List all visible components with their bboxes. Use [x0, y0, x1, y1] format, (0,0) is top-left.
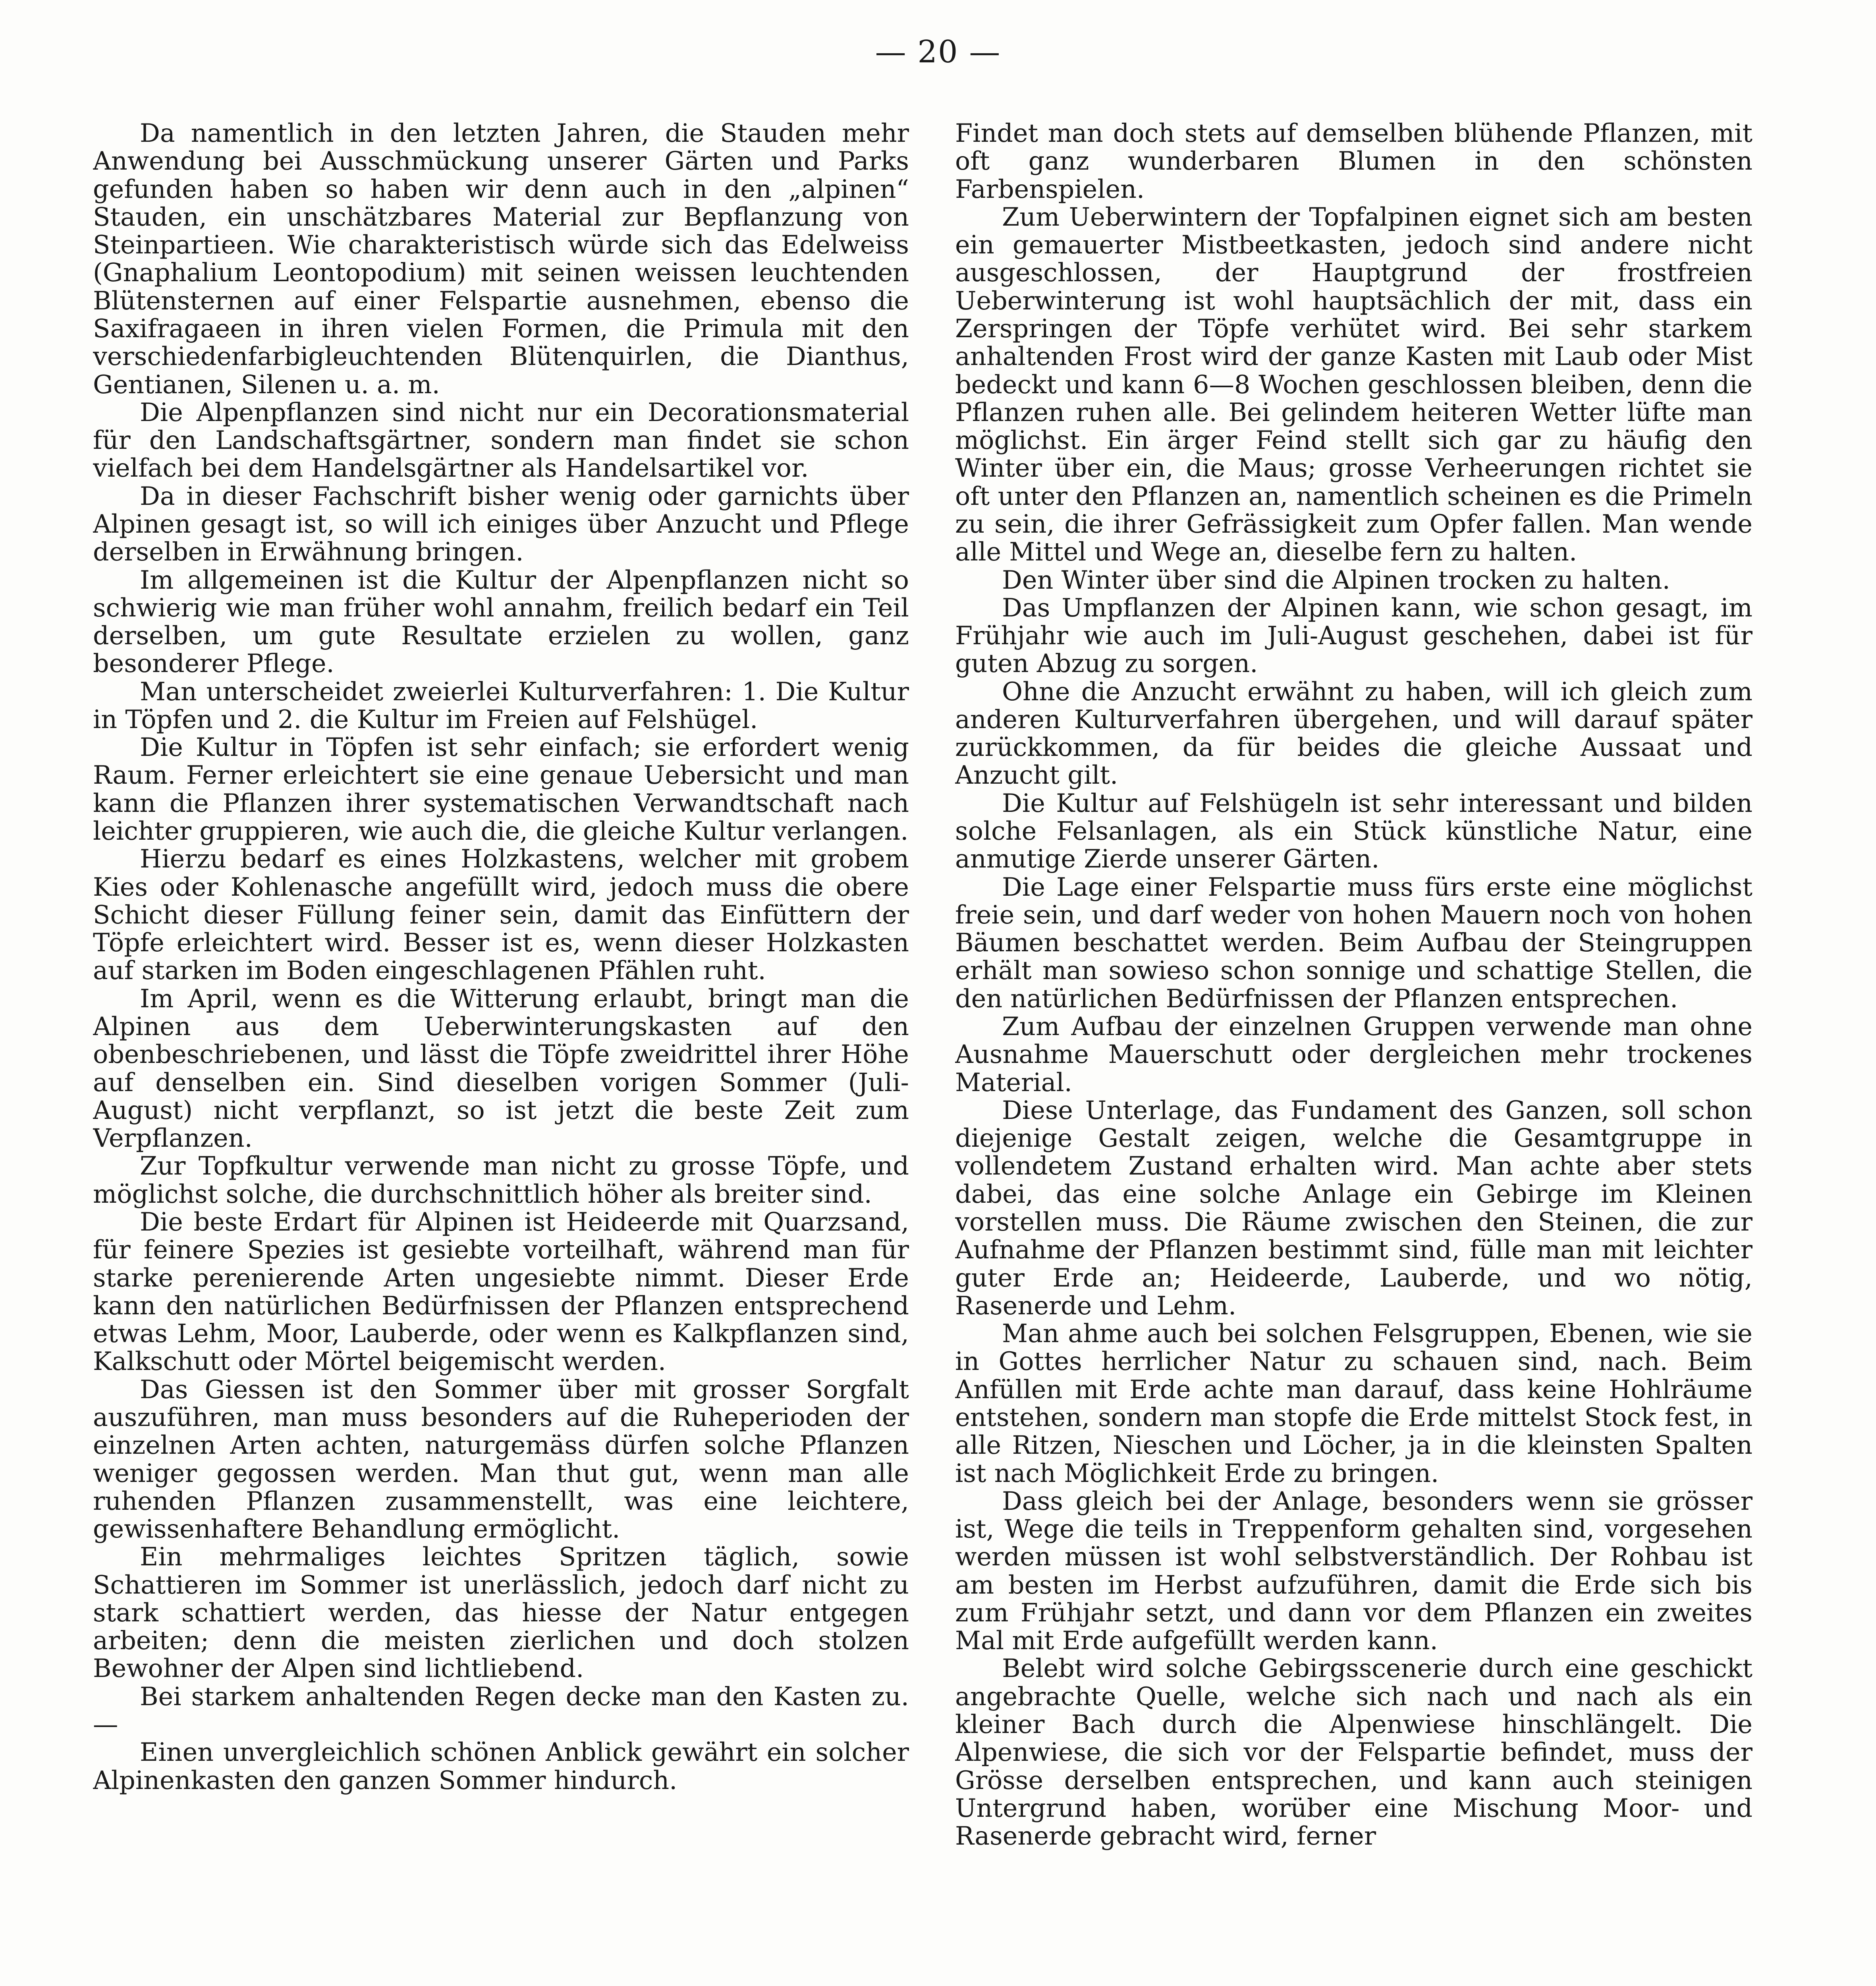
page-number: — 20 —: [875, 34, 1001, 70]
paragraph: Da namentlich in den letzten Jahren, die Stauden mehr Anwendung bei Ausschmückung unserer Gärten und Parks gefunden haben so haben wir denn auch in den „alpinen“ Stauden, ein unschätzbares Material zur Bepflanzung von Steinpartieen. Wie charakteristisch würde sich das Edelweiss (Gnaphalium Leontopodium) mit seinen weissen leuchtenden Blütensternen auf einer Felspartie ausnehmen, ebenso die Saxifragaeen in ihren vielen Formen, die Primula mit den verschiedenfarbigleuchtenden Blütenquirlen, die Dianthus, Gentianen, Silenen u. a. m.: [93, 119, 909, 399]
paragraph: Die Kultur in Töpfen ist sehr einfach; sie erfordert wenig Raum. Ferner erleichtert sie eine genaue Uebersicht und man kann die Pflanzen ihrer systematischen Verwandtschaft nach leichter gruppieren, wie auch die, die gleiche Kultur verlangen.: [93, 732, 909, 846]
paragraph: Da in dieser Fachschrift bisher wenig oder garnichts über Alpinen gesagt ist, so will ich einiges über Anzucht und Pflege derselben in Erwähnung bringen.: [93, 481, 909, 567]
left-column: [93, 119, 909, 1986]
paragraph: Im allgemeinen ist die Kultur der Alpenpflanzen nicht so schwierig wie man früher wohl annahm, freilich bedarf ein Teil derselben, um gute Resultate erzielen zu wollen, ganz besonderer Pflege.: [93, 565, 909, 678]
paragraph: Ein mehrmaliges leichtes Spritzen täglich, sowie Schattieren im Sommer ist unerlässlich, jedoch darf nicht zu stark schattiert werden, das hiesse der Natur entgegen arbeiten; denn die meisten zierlichen und doch stolzen Bewohner der Alpen sind lichtliebend.: [93, 1542, 909, 1683]
paragraph: Zum Aufbau der einzelnen Gruppen verwende man ohne Ausnahme Mauerschutt oder dergleichen mehr trockenes Material.: [955, 1012, 1752, 1097]
paragraph: Zur Topfkultur verwende man nicht zu grosse Töpfe, und möglichst solche, die durchschnittlich höher als breiter sind.: [93, 1151, 909, 1209]
paragraph: Man ahme auch bei solchen Felsgruppen, Ebenen, wie sie in Gottes herrlicher Natur zu schauen sind, nach. Beim Anfüllen mit Erde achte man darauf, dass keine Hohlräume entstehen, sondern man stopfe die Erde mittelst Stock fest, in alle Ritzen, Nieschen und Löcher, ja in die kleinsten Spalten ist nach Möglichkeit Erde zu bringen.: [955, 1319, 1752, 1488]
paragraph: Diese Unterlage, das Fundament des Ganzen, soll schon diejenige Gestalt zeigen, welche die Gesamtgruppe in vollendetem Zustand erhalten wird. Man achte aber stets dabei, das eine solche Anlage ein Gebirge im Kleinen vorstellen muss. Die Räume zwischen den Steinen, die zur Aufnahme der Pflanzen bestimmt sind, fülle man mit leichter guter Erde an; Heideerde, Lauberde, und wo nötig, Rasenerde und Lehm.: [955, 1095, 1752, 1320]
paragraph: Bei starkem anhaltenden Regen decke man den Kasten zu. —: [93, 1681, 909, 1739]
paragraph: Den Winter über sind die Alpinen trocken zu halten.: [1002, 565, 1670, 595]
paragraph: Man unterscheidet zweierlei Kulturverfahren: 1. Die Kultur in Töpfen und 2. die Kultur im Freien auf Felshügel.: [93, 676, 909, 734]
right-column: [955, 119, 1752, 1986]
paragraph: Hierzu bedarf es eines Holzkastens, welcher mit grobem Kies oder Kohlenasche angefüllt wird, jedoch muss die obere Schicht dieser Füllung feiner sein, damit das Einfüttern der Töpfe erleichtert wird. Besser ist es, wenn dieser Holzkasten auf starken im Boden eingeschlagenen Pfählen ruht.: [93, 844, 909, 985]
paragraph: Die beste Erdart für Alpinen ist Heideerde mit Quarzsand, für feinere Spezies ist gesiebte vorteilhaft, während man für starke perenierende Arten ungesiebte nimmt. Dieser Erde kann den natürlichen Bedürfnissen der Pflanzen entsprechend etwas Lehm, Moor, Lauberde, oder wenn es Kalkpflanzen sind, Kalkschutt oder Mörtel beigemischt werden.: [93, 1207, 909, 1376]
paragraph: Einen unvergleichlich schönen Anblick gewährt ein solcher Alpinenkasten den ganzen Sommer hindurch.: [93, 1737, 909, 1795]
paragraph: Ohne die Anzucht erwähnt zu haben, will ich gleich zum anderen Kulturverfahren übergehen, und will darauf später zurückkommen, da für beides die gleiche Aussaat und Anzucht gilt.: [955, 676, 1752, 790]
paragraph: Zum Ueberwintern der Topfalpinen eignet sich am besten ein gemauerter Mistbeetkasten, jedoch sind andere nicht ausgeschlossen, der Hauptgrund der frostfreien Ueberwinterung ist wohl hauptsächlich der mit, dass ein Zerspringen der Töpfe verhütet wird. Bei sehr starkem anhaltenden Frost wird der ganze Kasten mit Laub oder Mist bedeckt und kann 6—8 Wochen geschlossen bleiben, denn die Pflanzen ruhen alle. Bei gelindem heiteren Wetter lüfte man möglichst. Ein ärger Feind stellt sich gar zu häufig den Winter über ein, die Maus; grosse Verheerungen richtet sie oft unter den Pflanzen an, namentlich scheinen es die Primeln zu sein, die ihrer Gefrässigkeit zum Opfer fallen. Man wende alle Mittel und Wege an, dieselbe fern zu halten.: [955, 202, 1752, 567]
paragraph-continued: Findet man doch stets auf demselben blühende Pflanzen, mit oft ganz wunderbaren Blumen in den schönsten Farbenspielen.: [955, 119, 1752, 204]
paragraph: Die Kultur auf Felshügeln ist sehr interessant und bilden solche Felsanlagen, als ein Stück künstliche Natur, eine anmutige Zierde unserer Gärten.: [955, 788, 1752, 874]
paragraph: Das Giessen ist den Sommer über mit grosser Sorgfalt auszuführen, man muss besonders auf die Ruheperioden der einzelnen Arten achten, naturgemäss dürfen solche Pflanzen weniger gegossen werden. Man thut gut, wenn man alle ruhenden Pflanzen zusammenstellt, was eine leichtere, gewissenhaftere Behandlung ermöglicht.: [93, 1374, 909, 1544]
paragraph: Belebt wird solche Gebirgsscenerie durch eine geschickt angebrachte Quelle, welche sich nach und nach als ein kleiner Bach durch die Alpenwiese hinschlängelt. Die Alpenwiese, die sich vor der Felspartie befindet, muss der Grösse derselben entsprechen, und kann auch steinigen Untergrund haben, worüber eine Mischung Moor- und Rasenerde gebracht wird, ferner: [955, 1654, 1752, 1851]
paragraph: Dass gleich bei der Anlage, besonders wenn sie grösser ist, Wege die teils in Treppenform gehalten sind, vorgesehen werden müssen ist wohl selbstverständlich. Der Rohbau ist am besten im Herbst aufzuführen, damit die Erde sich bis zum Frühjahr setzt, und dann vor dem Pflanzen ein zweites Mal mit Erde aufgefüllt werden kann.: [955, 1486, 1752, 1656]
paragraph: Im April, wenn es die Witterung erlaubt, bringt man die Alpinen aus dem Ueberwinterungskasten auf den obenbeschriebenen, und lässt die Töpfe zweidrittel ihrer Höhe auf denselben ein. Sind dieselben vorigen Sommer (Juli-August) nicht verpflanzt, so ist jetzt die beste Zeit zum Verpflanzen.: [93, 983, 909, 1153]
paragraph: Die Lage einer Felspartie muss fürs erste eine möglichst freie sein, und darf weder von hohen Mauern noch von hohen Bäumen beschattet werden. Beim Aufbau der Steingruppen erhält man sowieso schon sonnige und schattige Stellen, die den natürlichen Bedürfnissen der Pflanzen entsprechen.: [955, 872, 1752, 1013]
paragraph: Das Umpflanzen der Alpinen kann, wie schon gesagt, im Frühjahr wie auch im Juli-August geschehen, dabei ist für guten Abzug zu sorgen.: [955, 593, 1752, 678]
paragraph: Die Alpenpflanzen sind nicht nur ein Decorationsmaterial für den Landschaftsgärtner, sondern man findet sie schon vielfach bei dem Handelsgärtner als Handelsartikel vor.: [93, 397, 909, 483]
